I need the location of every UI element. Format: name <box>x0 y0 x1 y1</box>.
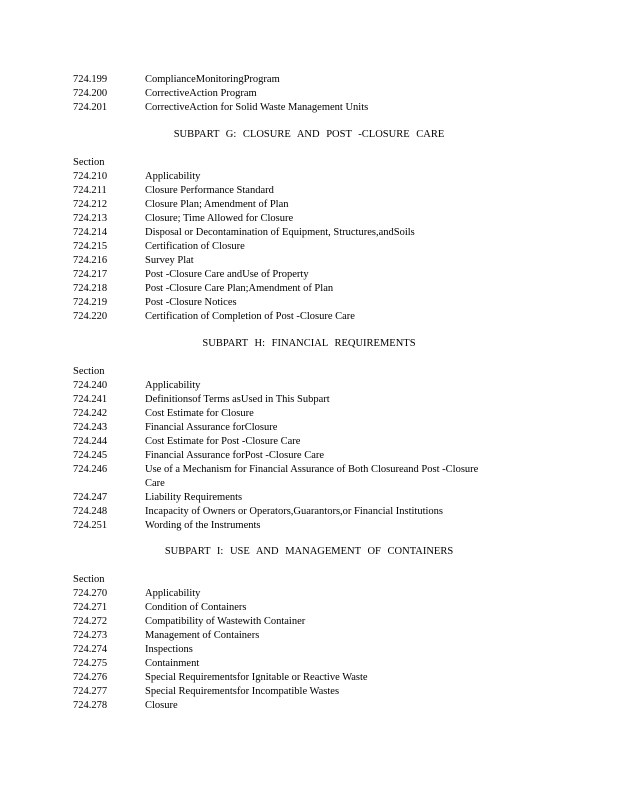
section-column-label: Section <box>73 574 105 585</box>
section-number: 724.272 <box>73 616 108 627</box>
section-title: Liability Requirements <box>145 492 243 503</box>
section-number: 724.240 <box>73 380 108 391</box>
section-title: Applicability <box>145 588 201 599</box>
toc-entry <box>0 212 618 226</box>
section-title: Post -Closure Notices <box>145 297 237 308</box>
toc-entry <box>0 101 618 115</box>
section-number: 724.243 <box>73 422 108 433</box>
section-column-label: Section <box>73 366 105 377</box>
toc-entry <box>0 184 618 198</box>
section-number: 724.274 <box>73 644 108 655</box>
section-number: 724.244 <box>73 436 108 447</box>
toc-entry <box>0 87 618 101</box>
toc-entry <box>0 282 618 296</box>
section-title: Special Requirementsfor Incompatible Wastes <box>145 686 340 697</box>
section-number: 724.220 <box>73 311 108 322</box>
section-title: Disposal or Decontamination of Equipment, Structures,andSoils <box>145 227 415 238</box>
section-title: Financial Assurance forPost -Closure Care <box>145 450 325 461</box>
section-title: Closure Plan; Amendment of Plan <box>145 199 289 210</box>
section-title: Management of Containers <box>145 630 260 641</box>
toc-entry <box>0 505 618 519</box>
toc-entry <box>0 463 618 477</box>
subpart-heading: SUBPART G: CLOSURE AND POST -CLOSURE CARE <box>173 129 445 140</box>
toc-entry <box>0 615 618 629</box>
section-title: Inspections <box>145 644 193 655</box>
section-title: Use of a Mechanism for Financial Assurance of Both Closureand Post -Closure <box>145 464 479 475</box>
section-title: Incapacity of Owners or Operators,Guarantors,or Financial Institutions <box>145 506 443 517</box>
section-number: 724.200 <box>73 88 108 99</box>
section-title: Financial Assurance forClosure <box>145 422 278 433</box>
toc-entry <box>0 73 618 87</box>
section-number: 724.273 <box>73 630 108 641</box>
section-title: CorrectiveAction for Solid Waste Management Units <box>145 102 369 113</box>
toc-entry <box>0 393 618 407</box>
toc-entry <box>0 629 618 643</box>
section-title: Wording of the Instruments <box>145 520 261 531</box>
section-number: 724.213 <box>73 213 108 224</box>
section-number: 724.212 <box>73 199 108 210</box>
section-number: 724.275 <box>73 658 108 669</box>
section-number: 724.276 <box>73 672 108 683</box>
section-title: Compatibility of Wastewith Container <box>145 616 306 627</box>
toc-entry <box>0 671 618 685</box>
toc-entry <box>0 491 618 505</box>
section-title: Condition of Containers <box>145 602 247 613</box>
section-title: Post -Closure Care andUse of Property <box>145 269 309 280</box>
section-number: 724.199 <box>73 74 108 85</box>
toc-entry-continuation <box>0 477 618 491</box>
section-title: Certification of Completion of Post -Closure Care <box>145 311 355 322</box>
toc-entry <box>0 449 618 463</box>
section-title: Survey Plat <box>145 255 194 266</box>
section-number: 724.245 <box>73 450 108 461</box>
toc-entry <box>0 407 618 421</box>
section-title: Closure; Time Allowed for Closure <box>145 213 294 224</box>
section-number: 724.251 <box>73 520 108 531</box>
subpart-heading: SUBPART H: FINANCIAL REQUIREMENTS <box>202 338 416 349</box>
section-number: 724.201 <box>73 102 108 113</box>
section-number: 724.210 <box>73 171 108 182</box>
section-title: Closure <box>145 700 178 711</box>
toc-entry <box>0 198 618 212</box>
section-number: 724.270 <box>73 588 108 599</box>
section-number: 724.246 <box>73 464 108 475</box>
section-title: Containment <box>145 658 200 669</box>
section-number: 724.216 <box>73 255 108 266</box>
section-number: 724.278 <box>73 700 108 711</box>
section-title: Post -Closure Care Plan;Amendment of Plan <box>145 283 334 294</box>
section-number: 724.271 <box>73 602 108 613</box>
toc-entry <box>0 657 618 671</box>
section-title: Applicability <box>145 380 201 391</box>
toc-entry <box>0 296 618 310</box>
section-title: Closure Performance Standard <box>145 185 274 196</box>
section-title: Definitionsof Terms asUsed in This Subpart <box>145 394 330 405</box>
section-title: ComplianceMonitoringProgram <box>145 74 280 85</box>
section-title-continuation: Care <box>145 478 165 489</box>
toc-entry <box>0 379 618 393</box>
section-number: 724.241 <box>73 394 108 405</box>
toc-entry <box>0 240 618 254</box>
section-number: 724.214 <box>73 227 108 238</box>
toc-entry <box>0 310 618 324</box>
section-number: 724.217 <box>73 269 108 280</box>
toc-entry <box>0 643 618 657</box>
toc-entry <box>0 587 618 601</box>
toc-entry <box>0 685 618 699</box>
section-title: Special Requirementsfor Ignitable or Reactive Waste <box>145 672 368 683</box>
section-number: 724.242 <box>73 408 108 419</box>
toc-entry <box>0 601 618 615</box>
section-title: Applicability <box>145 171 201 182</box>
toc-entry <box>0 421 618 435</box>
section-title: Cost Estimate for Post -Closure Care <box>145 436 301 447</box>
section-number: 724.211 <box>73 185 107 196</box>
toc-entry <box>0 519 618 533</box>
section-number: 724.219 <box>73 297 108 308</box>
section-column-label: Section <box>73 157 105 168</box>
section-number: 724.247 <box>73 492 108 503</box>
toc-entry <box>0 435 618 449</box>
section-number: 724.215 <box>73 241 108 252</box>
subpart-heading: SUBPART I: USE AND MANAGEMENT OF CONTAINERS <box>164 546 454 557</box>
section-title: CorrectiveAction Program <box>145 88 257 99</box>
toc-entry <box>0 254 618 268</box>
toc-entry <box>0 226 618 240</box>
section-title: Cost Estimate for Closure <box>145 408 254 419</box>
toc-entry <box>0 268 618 282</box>
section-title: Certification of Closure <box>145 241 245 252</box>
toc-entry <box>0 699 618 713</box>
toc-entry <box>0 170 618 184</box>
section-number: 724.248 <box>73 506 108 517</box>
section-number: 724.277 <box>73 686 108 697</box>
section-number: 724.218 <box>73 283 108 294</box>
